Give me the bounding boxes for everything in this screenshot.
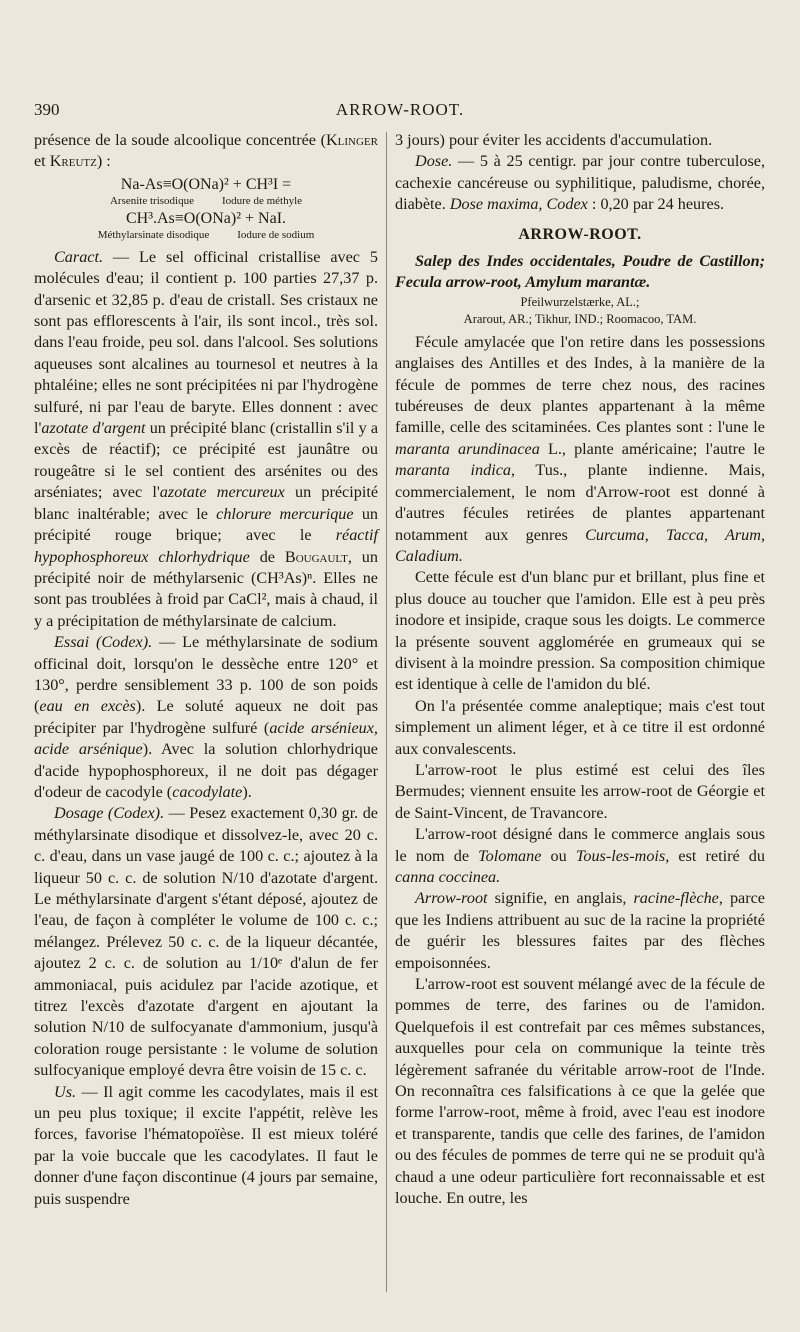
- label-iodure-methyle: Iodure de méthyle: [221, 194, 303, 207]
- left-column: [34, 130, 378, 1210]
- usage-label: Us.: [54, 1082, 77, 1101]
- dose-label: Dose.: [415, 152, 453, 171]
- essai-label: Essai (Codex).: [54, 633, 153, 652]
- formula-products: CH³.As≡O(ONa)² + NaI.: [125, 209, 287, 227]
- author-klinger: Klinger: [325, 131, 378, 149]
- caract-paragraph: Caract. — Le sel officinal cristallise avec 5 molécules d'eau; il contient p. 100 parties 27,37 p. d'arsenic et 32,85 p. d'eau de cristall. Ses cristaux ne sont pas efflorescents à l'air, ils sont incol., très sol. dans l'eau froide, peu sol. dans l'alcool. Ses solutions aqueuses sont alcalines au tournesol et neutres à la phtaléine; elles ne sont précipitées ni par l'hydrogène sulfuré, ni par l'eau de baryte. Elles donnent : avec l'azotate d'argent un précipité blanc (cristallin s'il y a excès de réactif); ce précipité est jaunâtre ou rougeâtre si le sel contient des arsénites ou des arséniates; avec l'azotate mercureux un précipité blanc inaltérable; avec le chlorure mercurique un précipité rouge brique; avec le réactif hypophosphoreux chlorhydrique de Bougault, un précipité noir de méthylarsenic (CH³As)ⁿ. Elles ne sont pas troublées à froid par CaCl², mais à chaud, il y a précipitation de méthylarsinate de calcium.: [34, 247, 379, 630]
- paragraph-varieties: L'arrow-root le plus estimé est celui des îles Bermudes; viennent ensuite les arrow-root de Géorgie et de Saint-Vincent, de Travancore.: [395, 760, 765, 822]
- formula-products-labels: [34, 229, 378, 241]
- formula-reactants: Na-As≡O(ONa)² + CH³I =: [120, 175, 292, 193]
- author-kreutz: Kreutz: [49, 152, 97, 171]
- label-arsenite: Arsenite trisodique: [109, 194, 194, 207]
- vernacular-names-1: Pfeilwurzelstærke, AL.;: [520, 294, 640, 309]
- author-bougault: Bougault: [284, 547, 348, 566]
- paragraph-origin: Fécule amylacée que l'on retire dans les possessions anglaises des Antilles et des Indes, à la manière de la fécule de pommes de terre chez nous, des racines tubéreuses de deux plantes appartenant à la même famille, celle des scitaminées. Ces plantes sont : l'une le maranta arundinacea L., plante américaine; l'autre le maranta indica, Tus., plante indienne. Mais, commercialement, le nom d'Arrow-root est donné à d'autres fécules retirées de plantes appartenant notamment aux genres Curcuma, Tacca, Arum, Caladium.: [395, 332, 766, 565]
- paragraph-description: Cette fécule est d'un blanc pur et brillant, plus fine et plus douce au toucher que l'amidon. Elle est à peu près inodore et insipide, craque sous les doigts. Le commerce la présente souvent agglomérée en grumeaux qui se divisent à la moindre pression. Sa composition chimique est identique à celle de l'amidon du blé.: [395, 568, 765, 694]
- running-title: ARROW-ROOT.: [335, 100, 465, 119]
- dose-paragraph: Dose. — 5 à 25 centigr. par jour contre tuberculose, cachexie cancéreuse ou syphilitique, paludisme, chorée, diabète. Dose maxima, Codex : 0,20 par 24 heures.: [395, 152, 765, 214]
- column-divider: [386, 132, 387, 1292]
- paragraph-etymology: Arrow-root signifie, en anglais, racine-flèche, parce que les Indiens attribuent au suc de la racine la propriété de guérir les blessures faites par des flèches empoisonnées.: [395, 889, 765, 972]
- paragraph-tolomane: L'arrow-root désigné dans le commerce anglais sous le nom de Tolomane ou Tous-les-mois, est retiré du canna coccinea.: [395, 825, 765, 886]
- continuation-text: 3 jours) pour éviter les accidents d'accumulation.: [395, 131, 713, 149]
- vernacular-names-2: Ararout, AR.; Tikhur, IND.; Roomacoo, TAM.: [463, 311, 697, 326]
- synonyms: Salep des Indes occidentales, Poudre de Castillon; Fecula arrow-root, Amylum marantæ.: [395, 252, 765, 292]
- label-iodure-sodium: Iodure de sodium: [237, 228, 315, 241]
- dosage-label: Dosage (Codex).: [54, 804, 165, 823]
- essai-paragraph: Essai (Codex). — Le méthylarsinate de sodium officinal doit, lorsqu'on le dessèche entre 120° et 130°, perdre sensiblement 33 p. 100 de son poids (eau en excès). Le soluté aqueux ne doit pas précipiter par l'hydrogène sulfuré (acide arsénieux, acide arsénique). Avec la solution chlorhydrique d'acide hypophosphoreux, il ne doit pas dégager d'odeur de cacodyle (cacodylate).: [34, 633, 379, 801]
- caract-label: Caract.: [54, 247, 104, 266]
- paragraph-use: On l'a présentée comme analeptique; mais c'est tout simplement un aliment léger, et à ce titre il est ordonné aux convalescents.: [395, 696, 765, 758]
- label-methylarsinate: Méthylarsinate disodique: [97, 228, 210, 241]
- page-header: [34, 100, 766, 124]
- right-column: [395, 130, 765, 1210]
- dosage-paragraph: Dosage (Codex). — Pesez exactement 0,30 gr. de méthylarsinate disodique et dissolvez-le, avec 20 c. c. d'eau, dans un vase jaugé de 100 c. c.; ajoutez à la liqueur 50 c. c. de solution N/10 d'azotate d'argent. Le méthylarsinate d'argent s'étant déposé, ajoutez de l'eau, de façon à compléter le volume de 100 c. c.; mélangez. Prélevez 50 c. c. de la liqueur décantée, ajoutez 2 c. c. de solution au 1/10ᵉ d'alun de fer ammoniacal, puis acidulez par l'acide azotique, et titrez l'excès d'azotate d'argent en ajoutant la solution N/10 de sulfocyanate d'ammonium, jusqu'à coloration rouge persistante : le volume de solution sulfocyanique employé devra être voisin de 15 c. c.: [34, 804, 378, 1080]
- usage-paragraph: Us. — Il agit comme les cacodylates, mais il est un peu plus toxique; il excite l'appétit, relève les forces, favorise l'hématopoïèse. Il est mieux toléré par la voie buccale que les cacodylates. Il faut le donner d'une façon discontinue (4 jours par semaine, puis suspendre: [34, 1082, 378, 1208]
- paragraph-falsification: L'arrow-root est souvent mélangé avec de la fécule de pommes de terre, des farines ou de l'amidon. Quelquefois il est contrefait par ces mêmes substances, auxquelles pour cela on communique la teinte très légèrement safranée du véritable arrow-root de l'Inde. On reconnaîtra ces falsifications à ce que la gelée que forme l'arrow-root, même à froid, avec l'eau est inodore et transparente, tandis que celle des farines, de l'amidon ou des fécules de pommes de terre qui ne se produit qu'à chaud a une odeur particulière fort reconnaissable et est louche. En outre, les: [395, 975, 765, 1208]
- intro-paragraph: présence de la soude alcoolique concentrée (Klinger et Kreutz) :: [34, 131, 378, 171]
- page-number: 390: [34, 100, 60, 119]
- section-title: ARROW-ROOT.: [518, 225, 642, 243]
- formula-reactants-labels: [34, 195, 378, 207]
